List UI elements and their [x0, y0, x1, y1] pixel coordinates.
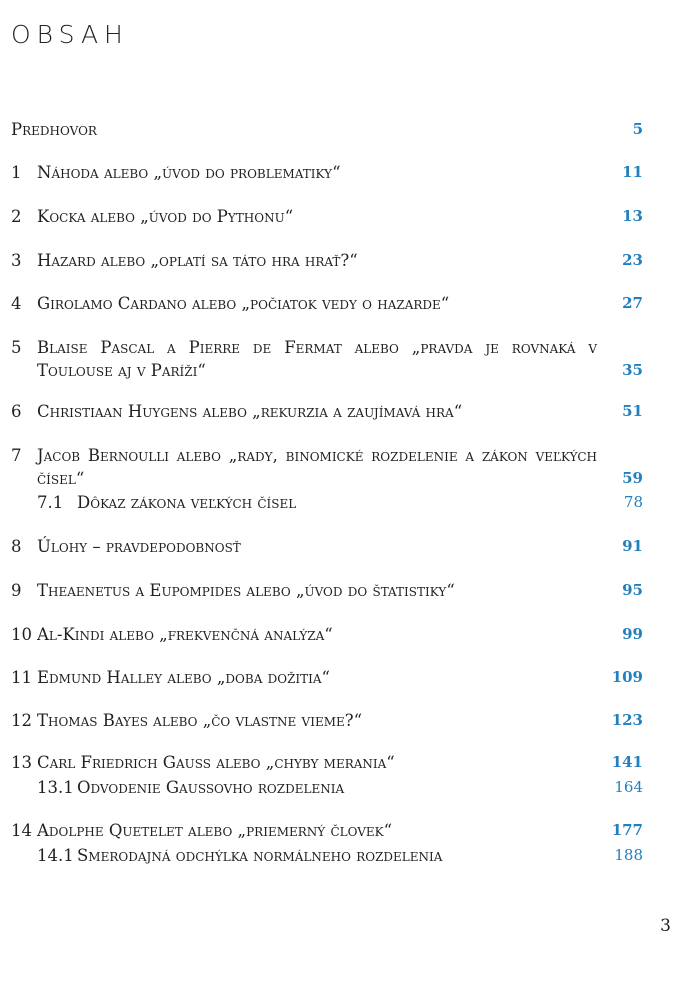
- entry-number: 14: [11, 821, 32, 840]
- entry-number: 6: [11, 402, 22, 421]
- entry-title: Náhoda alebo „úvod do problematiky“: [37, 163, 341, 182]
- entry-number: 4: [11, 294, 22, 313]
- entry-page-number: 78: [623, 493, 643, 511]
- entry-page-number: 91: [622, 537, 643, 555]
- entry-number: 1: [11, 163, 22, 182]
- entry-number: 5: [11, 338, 22, 357]
- entry-title: Hazard alebo „oplatí sa táto hra hrať?“: [37, 251, 358, 270]
- entry-title: Blaise Pascal a Pierre de Fermat alebo „pravda je rovnaká v Toulouse aj v Paríži“: [37, 338, 597, 380]
- entry-number: 13: [11, 753, 32, 772]
- entry-page-number: 59: [622, 469, 643, 487]
- entry-title: Al-Kindi alebo „frekvenčná analýza“: [37, 625, 333, 644]
- entry-page-number: 11: [622, 163, 643, 181]
- entry-page-number: 35: [622, 361, 643, 379]
- entry-title: Adolphe Quetelet alebo „priemerný človek“: [37, 821, 393, 840]
- entry-title: Smerodajná odchýlka normálneho rozdelenia: [77, 846, 443, 865]
- entry-number: 3: [11, 251, 22, 270]
- entry-title: Kocka alebo „úvod do Pythonu“: [37, 207, 294, 226]
- entry-title: Girolamo Cardano alebo „počiatok vedy o hazarde“: [37, 294, 450, 313]
- entry-page-number: 123: [611, 711, 643, 729]
- page-title: OBSAH: [11, 20, 129, 49]
- entry-title: Thomas Bayes alebo „čo vlastne vieme?“: [37, 711, 363, 730]
- entry-number: 7: [11, 446, 22, 465]
- entry-page-number: 23: [622, 251, 643, 269]
- entry-number: 9: [11, 581, 22, 600]
- entry-page-number: 5: [632, 120, 643, 138]
- entry-page-number: 109: [611, 668, 643, 686]
- folio: 3: [660, 916, 671, 936]
- entry-title: Predhovor: [11, 120, 97, 139]
- entry-number: 13.1: [37, 778, 74, 797]
- entry-title: Carl Friedrich Gauss alebo „chyby merania“: [37, 753, 395, 772]
- entry-number: 11: [11, 668, 32, 687]
- entry-number: 7.1: [37, 493, 64, 512]
- entry-page-number: 141: [611, 753, 643, 771]
- entry-page-number: 95: [622, 581, 643, 599]
- entry-page-number: 164: [614, 778, 643, 796]
- entry-title: Dôkaz zákona veľkých čísel: [77, 493, 297, 512]
- entry-number: 10: [11, 625, 32, 644]
- entry-title: Christiaan Huygens alebo „rekurzia a zaujímavá hra“: [37, 402, 463, 421]
- entry-page-number: 99: [622, 625, 643, 643]
- entry-page-number: 177: [611, 821, 643, 839]
- entry-title: Edmund Halley alebo „doba dožitia“: [37, 668, 330, 687]
- entry-page-number: 13: [622, 207, 643, 225]
- entry-title: Úlohy – pravdepodobnosť: [37, 537, 241, 556]
- entry-page-number: 188: [614, 846, 643, 864]
- entry-page-number: 51: [622, 402, 643, 420]
- entry-number: 14.1: [37, 846, 74, 865]
- entry-number: 2: [11, 207, 22, 226]
- entry-title: Odvodenie Gaussovho rozdelenia: [77, 778, 345, 797]
- entry-title: Jacob Bernoulli alebo „rady, binomické rozdelenie a zákon veľkých čísel“: [37, 446, 597, 488]
- entry-number: 8: [11, 537, 22, 556]
- entry-title: Theaenetus a Eupompides alebo „úvod do štatistiky“: [37, 581, 455, 600]
- entry-page-number: 27: [622, 294, 643, 312]
- entry-number: 12: [11, 711, 32, 730]
